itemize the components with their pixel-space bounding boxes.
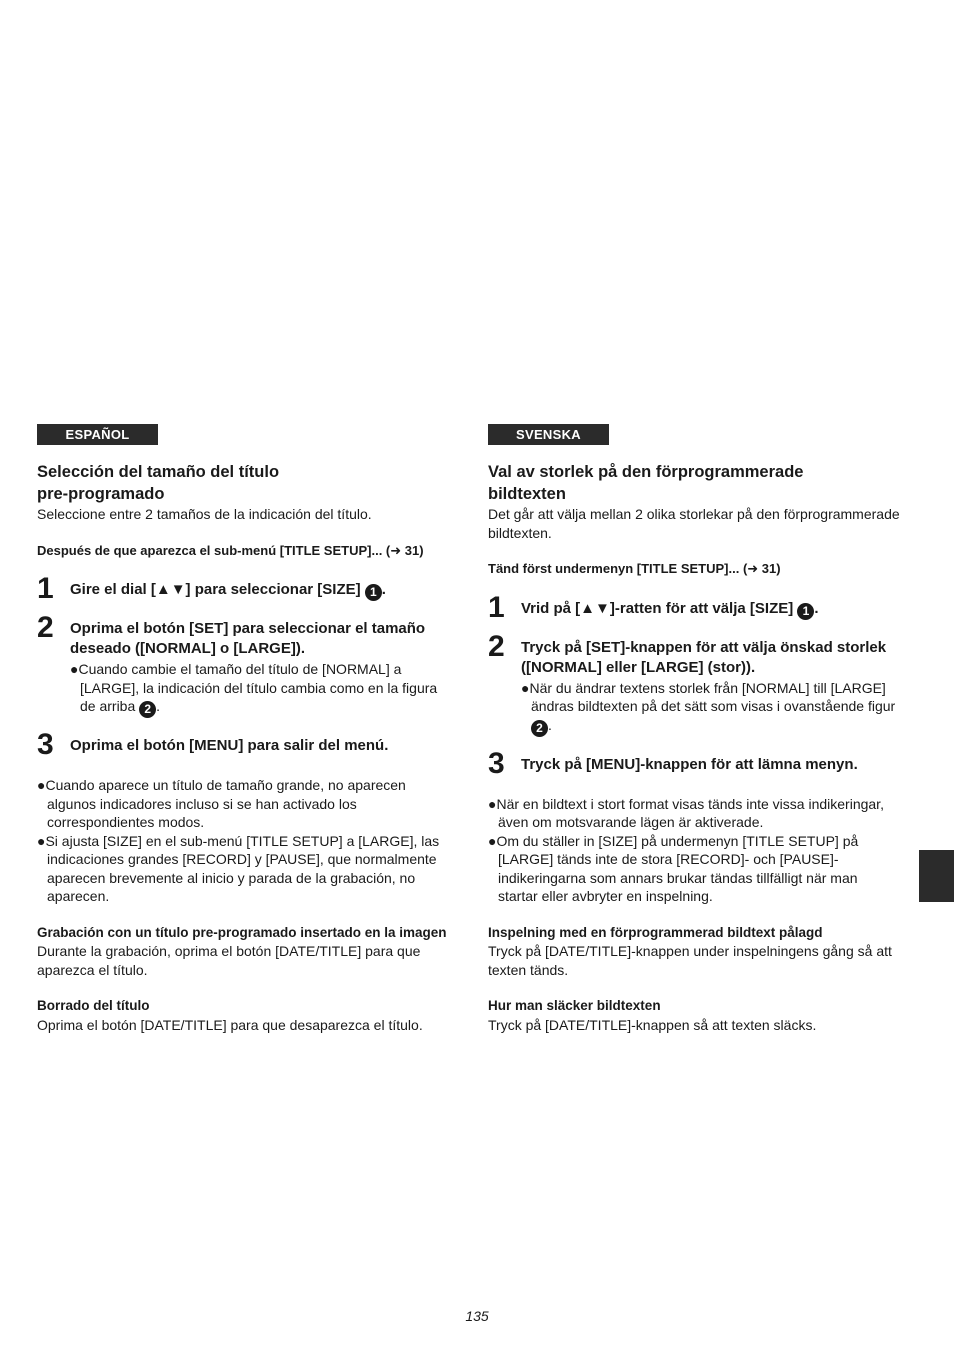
step-number: 1 [488,590,505,624]
prelude-instruction: Después de que aparezca el sub-menú [TITLE SETUP]... (➜ 31) [37,542,424,558]
subsection-text: Tryck på [DATE/TITLE]-knappen så att texten släcks. [488,1016,817,1033]
figure-ref-1-icon: 1 [797,603,814,620]
step-number: 1 [37,572,54,605]
step-number: 3 [488,746,505,780]
step-note: ●När du ändrar textens storlek från [NORMAL] till [LARGE] ändras bildtexten på det sätt som visas i ovanstående figur [521,679,896,714]
step-3 [37,728,455,761]
step-1: 1 Vrid på [▲▼]-ratten för att välja [SIZE] 1 . [488,590,819,624]
intro-text: Seleccione entre 2 tamaños de la indicación del título. [37,506,372,522]
note-item: ●Si ajusta [SIZE] en el sub-menú [TITLE SETUP] a [LARGE], las indicaciones grandes [RECORD] y [PAUSE], que normalmente aparecen brevemente al inicio y parada de la grabación, no aparecen. [37,832,440,904]
step-3 [488,746,900,780]
notes-list [488,795,900,906]
language-tag: SVENSKA [488,424,609,445]
step-number: 2 [488,629,505,663]
notes-list [37,776,455,906]
note-item: ●Om du ställer in [SIZE] på undermenyn [TITLE SETUP] på [LARGE] tänds inte de stora [RECORD]- och [PAUSE]-indikeringarna som annars brukar tändas tillfälligt när man startar eller avbryter en inspelning. [488,832,859,904]
subsection-text: Tryck på [DATE/TITLE]-knappen under inspelningens gång så att texten tänds. [488,943,892,978]
figure-ref-2-icon: 2 [139,701,156,718]
subsection-text: Durante la grabación, oprima el botón [DATE/TITLE] para que aparezca el título. [37,943,421,978]
step-note: ●Cuando cambie el tamaño del título de [NORMAL] a [LARGE], la indicación del título cambia como en la figura de arriba [70,661,438,714]
note-item: ●När en bildtext i stort format visas tänds inte vissa indikeringar, även om motsvarande lägen är aktiverade. [488,795,884,830]
section-title: Selección del tamaño del título pre-programado [37,463,280,503]
section-title: Val av storlek på den förprogrammerade bildtexten [488,463,804,503]
step-number: 3 [37,728,54,761]
step-2: 2 Tryck på [SET]-knappen för att välja önskad storlek ([NORMAL] eller [LARGE] (stor)). ●När du ändrar textens storlek från [NORMAL] till [LARGE] ändras bildtexten på det sätt som visas i ovanstående figur 2 . [488,638,900,737]
figure-ref-2-icon: 2 [531,720,548,737]
subsection-heading: Grabación con un título pre-programado insertado en la imagen [37,924,447,940]
swedish-column [488,424,900,1034]
language-tag: ESPAÑOL [37,424,158,445]
step-number: 2 [37,611,54,644]
step-text: Oprima el botón [MENU] para salir del menú. [70,737,389,754]
note-item: ●Cuando aparece un título de tamaño grande, no aparecen algunos indicadores incluso si se han activado los correspondientes modos. [37,777,406,830]
subsection-heading: Borrado del título [37,998,150,1013]
subsection-heading: Inspelning med en förprogrammerad bildtext pålagd [488,924,823,940]
spanish-column [37,424,455,1034]
prelude-instruction: Tänd först undermenyn [TITLE SETUP]... (➜ 31) [488,561,781,576]
subsection-heading: Hur man släcker bildtexten [488,998,661,1013]
intro-text: Det går att välja mellan 2 olika storlekar på den förprogrammerade bildtexten. [488,506,900,541]
page-number: 135 [465,1308,489,1324]
step-text: Tryck på [MENU]-knappen för att lämna menyn. [521,755,858,773]
step-1: 1 Gire el dial [▲▼] para seleccionar [SIZE] 1 . [37,572,386,605]
chapter-side-tab [919,850,954,902]
step-text: Tryck på [SET]-knappen för att välja önskad storlek ([NORMAL] eller [LARGE] (stor)). [521,638,887,676]
step-2: 2 Oprima el botón [SET] para seleccionar el tamaño deseado ([NORMAL] o [LARGE]). ●Cuando cambie el tamaño del título de [NORMAL] a [LARGE], la indicación del título cambia como en la figura de arriba 2 . [37,619,455,718]
subsection-text: Oprima el botón [DATE/TITLE] para que desaparezca el título. [37,1016,423,1033]
step-text: Oprima el botón [SET] para seleccionar el tamaño deseado ([NORMAL] o [LARGE]). [70,620,426,657]
figure-ref-1-icon: 1 [365,584,382,601]
step-text: Gire el dial [▲▼] para seleccionar [SIZE] [70,581,361,598]
step-text: Vrid på [▲▼]-ratten för att välja [SIZE] [521,599,794,617]
